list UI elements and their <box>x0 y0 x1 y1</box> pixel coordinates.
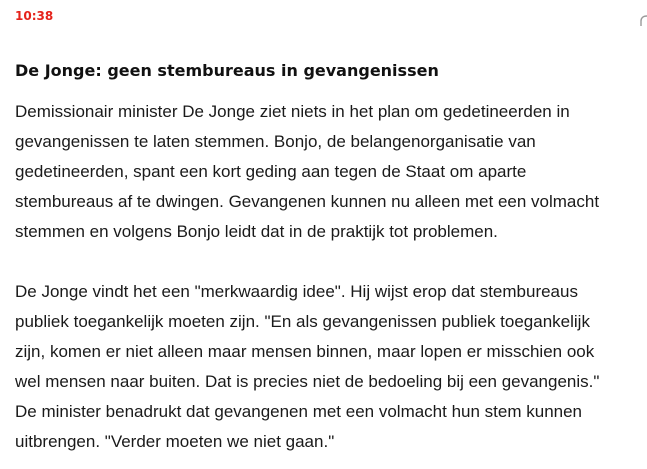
text-line: zijn, komen er niet alleen maar mensen binnen, maar lopen er misschien ook <box>15 342 595 361</box>
text-line: Demissionair minister De Jonge ziet niets in het plan om gedetineerden in <box>15 102 570 121</box>
text-line: gedetineerden, spant een kort geding aan tegen de Staat om aparte <box>15 162 527 181</box>
timestamp: 10:38 <box>15 9 54 23</box>
article-body <box>15 97 645 457</box>
text-line: gevangenissen te laten stemmen. Bonjo, de belangenorganisatie van <box>15 132 536 151</box>
text-line: wel mensen naar buiten. Dat is precies niet de bedoeling bij een gevangenis." <box>15 372 600 391</box>
text-line: De minister benadrukt dat gevangenen met een volmacht hun stem kunnen <box>15 402 583 421</box>
text-line: stemmen en volgens Bonjo leidt dat in de praktijk tot problemen. <box>15 222 498 241</box>
text-line: uitbrengen. "Verder moeten we niet gaan." <box>15 432 335 451</box>
article-headline: De Jonge: geen stembureaus in gevangenissen <box>15 61 439 80</box>
text-line: stembureaus af te dwingen. Gevangenen kunnen nu alleen met een volmacht <box>15 192 600 211</box>
article-paragraph <box>15 277 645 457</box>
text-line: publiek toegankelijk moeten zijn. "En als gevangenissen publiek toegankelijk <box>15 312 590 331</box>
text-line: De Jonge vindt het een "merkwaardig idee". Hij wijst erop dat stembureaus <box>15 282 578 301</box>
article-paragraph <box>15 97 645 247</box>
share-icon[interactable] <box>638 12 647 28</box>
